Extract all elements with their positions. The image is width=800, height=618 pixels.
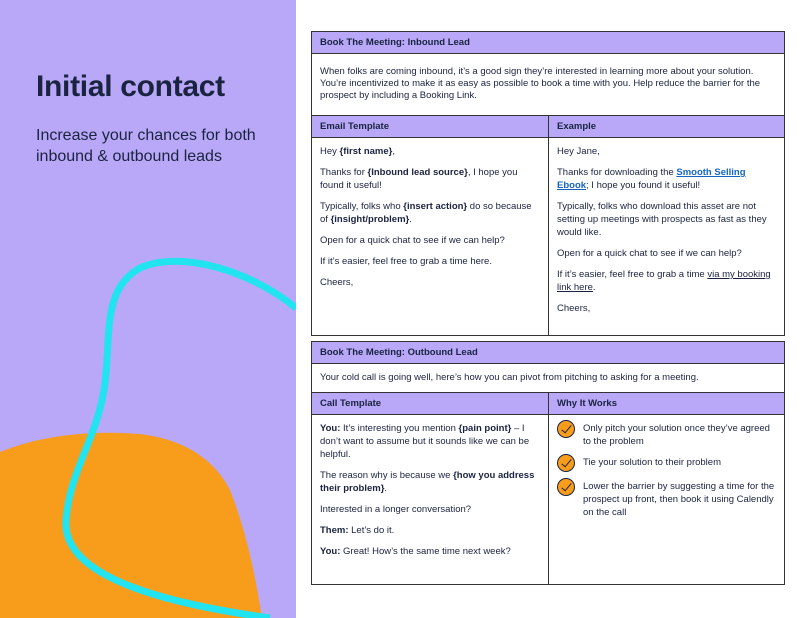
- call-them-line: Them: Let’s do it.: [320, 525, 395, 536]
- inbound-lead-table: [311, 31, 785, 336]
- example-typically: Typically, folks who download this asset are not setting up meetings with prospects as fast as they would like.: [557, 201, 767, 238]
- why-it-works-heading: Why It Works: [549, 393, 785, 415]
- left-panel: [0, 0, 296, 618]
- why-it-works-cell: [549, 415, 785, 585]
- checkmark-icon: [557, 420, 575, 438]
- call-reason-line: The reason why is because we {how you address their problem}.: [320, 470, 535, 494]
- page-title: Initial contact: [36, 70, 225, 103]
- call-template-heading: Call Template: [312, 393, 549, 415]
- why-item: Tie your solution to their problem: [557, 456, 776, 472]
- call-template-cell: [312, 415, 549, 585]
- template-thanks: Thanks for {Inbound lead source}, I hope you found it useful!: [320, 167, 518, 191]
- outbound-lead-table: [311, 341, 785, 585]
- example-easier: If it’s easier, feel free to grab a time via my booking link here.: [557, 269, 771, 293]
- email-template-cell: [312, 138, 549, 336]
- example-cell: [549, 138, 785, 336]
- call-you-line: You: It’s interesting you mention {pain point} – I don’t want to assume but it sounds like we can be helpful.: [320, 423, 530, 460]
- template-chat: Open for a quick chat to see if we can help?: [320, 235, 505, 246]
- checkmark-icon: [557, 478, 575, 496]
- inbound-intro: When folks are coming inbound, it’s a good sign they’re interested in learning more about your solution. You’re incentivized to make it as easy as possible to book a time with you. Help reduce the barrier for the prospect by including a Booking Link.: [312, 54, 785, 116]
- example-thanks: Thanks for downloading the Smooth Selling Ebook; I hope you found it useful!: [557, 167, 746, 191]
- example-cheers: Cheers,: [557, 303, 591, 314]
- page-subtitle: Increase your chances for both inbound & outbound leads: [36, 127, 256, 165]
- email-template-heading: Email Template: [312, 116, 549, 138]
- example-heading: Example: [549, 116, 785, 138]
- checkmark-icon: [557, 454, 575, 472]
- why-item: Lower the barrier by suggesting a time for the prospect up front, then book it using Calendly on the call: [557, 480, 776, 519]
- example-greeting: Hey Jane,: [557, 146, 600, 157]
- why-item: Only pitch your solution once they’ve agreed to the problem: [557, 422, 776, 448]
- outbound-intro: Your cold call is going well, here’s how you can pivot from pitching to asking for a meeting.: [312, 364, 785, 393]
- call-interested-line: Interested in a longer conversation?: [320, 504, 472, 515]
- template-cheers: Cheers,: [320, 277, 354, 288]
- inbound-header: Book The Meeting: Inbound Lead: [312, 32, 785, 54]
- smooth-selling-ebook-link[interactable]: Smooth Selling Ebook: [557, 167, 746, 191]
- booking-link[interactable]: via my booking link here: [557, 269, 771, 293]
- outbound-header: Book The Meeting: Outbound Lead: [312, 342, 785, 364]
- template-greeting: Hey {first name},: [320, 146, 395, 157]
- example-chat: Open for a quick chat to see if we can help?: [557, 248, 742, 259]
- call-you2-line: You: Great! How’s the same time next week?: [320, 546, 511, 557]
- template-easier: If it’s easier, feel free to grab a time here.: [320, 256, 492, 267]
- template-typically: Typically, folks who {insert action} do so because of {insight/problem}.: [320, 201, 532, 225]
